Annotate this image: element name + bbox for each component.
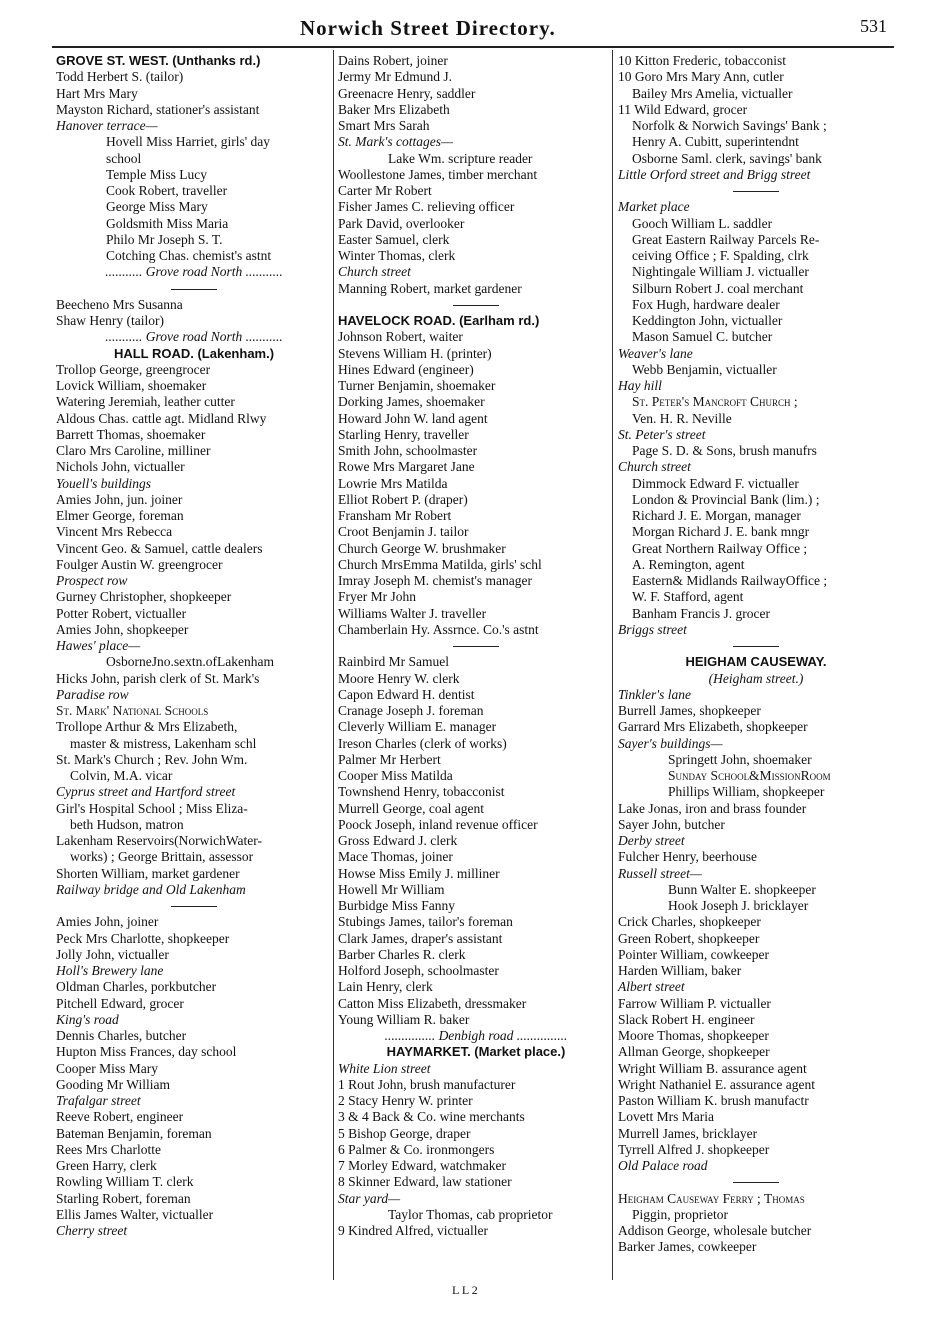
directory-entry: Hook Joseph J. bricklayer — [668, 898, 809, 913]
street-subheading: ........... Grove road North ........... — [105, 329, 283, 345]
directory-entry: OsborneJno.sextn.ofLakenham — [106, 654, 274, 670]
directory-entry: Burbidge Miss Fanny — [338, 898, 456, 913]
directory-entry: Clark James, draper's assistant — [338, 930, 503, 946]
directory-entry: Aldous Chas. cattle agt. Midland Rlwy — [56, 410, 267, 426]
directory-entry: Mayston Richard, stationer's assistant — [56, 101, 260, 117]
directory-entry: Addison George, wholesale butcher — [618, 1223, 812, 1238]
directory-entry: Gooch William L. saddler — [632, 215, 773, 231]
directory-entry: Dennis Charles, butcher — [56, 1028, 187, 1043]
directory-entry: Rowe Mrs Margaret Jane — [338, 459, 475, 475]
directory-entry: Jermy Mr Edmund J. — [338, 69, 452, 85]
street-subheading: Market place — [618, 199, 690, 215]
directory-entry: Garrard Mrs Elizabeth, shopkeeper — [618, 719, 808, 735]
street-heading: HALL ROAD. (Lakenham.) — [113, 345, 275, 361]
column-divider-1 — [333, 50, 334, 1280]
street-subheading: White Lion street — [338, 1060, 431, 1076]
directory-entry: Potter Robert, victualler — [56, 605, 187, 621]
street-subheading: Weaver's lane — [618, 345, 693, 361]
directory-entry: Hicks John, parish clerk of St. Mark's — [56, 670, 260, 686]
street-subheading: Paradise row — [56, 686, 129, 702]
directory-entry: Tyrrell Alfred J. shopkeeper — [618, 1141, 770, 1157]
column-right — [618, 53, 894, 1256]
directory-entry: Vincent Geo. & Samuel, cattle dealers — [56, 540, 263, 556]
directory-entry: Piggin, proprietor — [632, 1206, 728, 1222]
directory-entry: Amies John, shopkeeper — [56, 621, 189, 637]
signature-mark: L L 2 — [452, 1283, 478, 1297]
street-heading: HEIGHAM CAUSEWAY. — [685, 654, 827, 670]
directory-entry: Easter Samuel, clerk — [338, 231, 450, 247]
street-subheading: Star yard— — [338, 1190, 401, 1206]
directory-entry: Rees Mrs Charlotte — [56, 1141, 161, 1157]
directory-entry: Ellis James Walter, victualler — [56, 1206, 214, 1222]
directory-entry: Park David, overlooker — [338, 215, 465, 231]
directory-entry: Trollop George, greengrocer — [56, 361, 211, 377]
directory-entry: Cooper Miss Matilda — [338, 768, 453, 783]
directory-entry: Lake Jonas, iron and brass founder — [618, 800, 807, 816]
directory-entry: Lovett Mrs Maria — [618, 1109, 714, 1125]
directory-entry: Hart Mrs Mary — [56, 85, 138, 101]
directory-entry: St. Mark' National Schools — [56, 703, 209, 718]
directory-entry: A. Remington, agent — [632, 556, 745, 572]
directory-entry: Ireson Charles (clerk of works) — [338, 735, 507, 751]
street-subheading: Sayer's buildings— — [618, 735, 723, 751]
directory-entry: Peck Mrs Charlotte, shopkeeper — [56, 930, 230, 946]
directory-entry: Silburn Robert J. coal merchant — [632, 280, 804, 296]
directory-entry: Allman George, shopkeeper — [618, 1044, 770, 1060]
directory-entry: Church George W. brushmaker — [338, 540, 506, 556]
directory-entry: Sunday School&MissionRoom — [668, 768, 831, 783]
directory-entry: Great Eastern Railway Parcels Re- — [632, 231, 820, 247]
directory-entry: Wright William B. assurance agent — [618, 1060, 807, 1076]
section-separator — [618, 638, 894, 654]
directory-entry: Springett John, shoemaker — [668, 751, 812, 767]
column-middle — [338, 53, 614, 1239]
street-subheading: Railway bridge and Old Lakenham — [56, 881, 246, 897]
directory-entry: Cranage Joseph J. foreman — [338, 703, 484, 718]
directory-entry: works) ; George Brittain, assessor — [70, 849, 254, 865]
directory-entry: Bunn Walter E. shopkeeper — [668, 881, 816, 897]
directory-entry: Fox Hugh, hardware dealer — [632, 296, 780, 312]
street-heading: HAYMARKET. (Market place.) — [386, 1044, 566, 1060]
directory-entry: 1 Rout John, brush manufacturer — [338, 1076, 516, 1092]
directory-entry: Rainbird Mr Samuel — [338, 654, 449, 670]
street-subheading: ........... Grove road North ........... — [105, 264, 283, 280]
street-subheading: Cyprus street and Hartford street — [56, 784, 236, 800]
street-subheading: Derby street — [618, 833, 685, 848]
directory-entry: Lakenham Reservoirs(NorwichWater- — [56, 833, 262, 848]
directory-entry: master & mistress, Lakenham schl — [70, 735, 257, 751]
directory-entry: Claro Mrs Caroline, milliner — [56, 443, 211, 458]
directory-entry: Winter Thomas, clerk — [338, 248, 456, 263]
directory-entry: Fryer Mr John — [338, 589, 416, 605]
directory-entry: Cook Robert, traveller — [106, 183, 228, 198]
directory-entry: Wright Nathaniel E. assurance agent — [618, 1076, 816, 1092]
directory-entry: Dorking James, shoemaker — [338, 394, 485, 410]
directory-entry: Murrell James, bricklayer — [618, 1125, 758, 1141]
street-subheading: Tinkler's lane — [618, 686, 692, 702]
directory-entry: Elliot Robert P. (draper) — [338, 491, 468, 507]
directory-entry: Keddington John, victualler — [632, 313, 783, 328]
directory-entry: 10 Kitton Frederic, tobacconist — [618, 53, 786, 68]
street-subheading: Old Palace road — [618, 1158, 708, 1173]
directory-entry: Holford Joseph, schoolmaster — [338, 963, 499, 978]
directory-entry: Manning Robert, market gardener — [338, 280, 522, 296]
street-subheading: Hawes' place— — [56, 638, 141, 653]
street-subheading: Youell's buildings — [56, 475, 152, 491]
directory-entry: Harden William, baker — [618, 963, 742, 978]
directory-entry: Lovick William, shoemaker — [56, 378, 207, 393]
directory-entry: Paston William K. brush manufactr — [618, 1093, 809, 1108]
directory-entry: Hines Edward (engineer) — [338, 361, 474, 377]
directory-entry: Norfolk & Norwich Savings' Bank ; — [632, 118, 827, 133]
directory-entry: Burrell James, shopkeeper — [618, 703, 761, 718]
directory-entry: Capon Edward H. dentist — [338, 686, 475, 702]
column-left — [56, 53, 332, 1239]
directory-entry: Hovell Miss Harriet, girls' day — [106, 134, 271, 150]
directory-entry: Chamberlain Hy. Assrnce. Co.'s astnt — [338, 621, 539, 637]
directory-entry: Carter Mr Robert — [338, 183, 432, 198]
directory-entry: Barker James, cowkeeper — [618, 1239, 757, 1255]
directory-entry: Webb Benjamin, victualler — [632, 361, 777, 377]
directory-entry: St. Peter's Mancroft Church ; — [632, 394, 798, 410]
directory-entry: Slack Robert H. engineer — [618, 1011, 755, 1027]
directory-entry: 3 & 4 Back & Co. wine merchants — [338, 1109, 525, 1125]
directory-entry: Cotching Chas. chemist's astnt — [106, 248, 272, 263]
directory-entry: St. Mark's Church ; Rev. John Wm. — [56, 751, 248, 767]
directory-entry: Dains Robert, joiner — [338, 53, 448, 68]
directory-entry: Fulcher Henry, beerhouse — [618, 849, 757, 865]
directory-entry: Smith John, schoolmaster — [338, 443, 478, 458]
street-subheading: Albert street — [618, 979, 685, 995]
page-title: Norwich Street Directory. — [300, 16, 556, 40]
street-subheading: Holl's Brewery lane — [56, 963, 164, 978]
directory-entry: Phillips William, shopkeeper — [668, 784, 825, 800]
directory-entry: Great Northern Railway Office ; — [632, 540, 808, 556]
directory-entry: Amies John, jun. joiner — [56, 491, 183, 507]
street-heading: HAVELOCK ROAD. (Earlham rd.) — [338, 313, 540, 328]
directory-entry: Green Robert, shopkeeper — [618, 930, 760, 946]
directory-entry: Pitchell Edward, grocer — [56, 995, 184, 1011]
directory-entry: Murrell George, coal agent — [338, 800, 484, 816]
directory-entry: Starling Henry, traveller — [338, 426, 469, 442]
directory-entry: Oldman Charles, porkbutcher — [56, 979, 217, 995]
directory-entry: Starling Robert, foreman — [56, 1190, 191, 1206]
directory-entry: Elmer George, foreman — [56, 508, 184, 523]
directory-entry: Mason Samuel C. butcher — [632, 329, 773, 345]
directory-entry: Fisher James C. relieving officer — [338, 199, 515, 215]
directory-entry: Croot Benjamin J. tailor — [338, 524, 469, 540]
directory-entry: Colvin, M.A. vicar — [70, 768, 173, 783]
directory-entry: Sayer John, butcher — [618, 816, 725, 832]
directory-entry: Eastern& Midlands RailwayOffice ; — [632, 573, 828, 588]
directory-entry: Beecheno Mrs Susanna — [56, 296, 183, 312]
directory-entry: Foulger Austin W. greengrocer — [56, 556, 223, 572]
street-subheading: King's road — [56, 1011, 119, 1027]
directory-entry: Gurney Christopher, shopkeeper — [56, 589, 232, 605]
directory-entry: Rowling William T. clerk — [56, 1174, 194, 1190]
directory-entry: Shaw Henry (tailor) — [56, 313, 164, 328]
directory-entry: Howell Mr William — [338, 881, 445, 897]
street-subheading: Hanover terrace— — [56, 118, 158, 133]
directory-entry: 11 Wild Edward, grocer — [618, 101, 748, 117]
directory-entry: Bateman Benjamin, foreman — [56, 1125, 212, 1141]
street-subheading: ............... Denbigh road ............... — [384, 1028, 568, 1043]
directory-entry: Goldsmith Miss Maria — [106, 215, 229, 231]
directory-entry: 6 Palmer & Co. ironmongers — [338, 1141, 495, 1157]
directory-entry: Stubings James, tailor's foreman — [338, 914, 513, 930]
directory-entry: Taylor Thomas, cab proprietor — [388, 1206, 553, 1222]
directory-entry: Henry A. Cubitt, superintendnt — [632, 134, 799, 150]
directory-entry: Pointer William, cowkeeper — [618, 946, 770, 962]
directory-entry: Todd Herbert S. (tailor) — [56, 69, 184, 85]
directory-entry: Morgan Richard J. E. bank mngr — [632, 524, 810, 540]
section-separator — [56, 898, 332, 914]
directory-entry: Woollestone James, timber merchant — [338, 166, 538, 182]
street-heading: GROVE ST. WEST. (Unthanks rd.) — [56, 53, 261, 68]
street-subheading: (Heigham street.) — [708, 670, 804, 686]
directory-entry: W. F. Stafford, agent — [632, 589, 744, 605]
directory-entry: Osborne Saml. clerk, savings' bank — [632, 150, 822, 166]
directory-entry: Smart Mrs Sarah — [338, 118, 430, 133]
directory-entry: 5 Bishop George, draper — [338, 1125, 471, 1141]
directory-entry: Watering Jeremiah, leather cutter — [56, 394, 235, 410]
directory-entry: 7 Morley Edward, watchmaker — [338, 1158, 506, 1173]
street-subheading: Trafalgar street — [56, 1093, 141, 1108]
directory-entry: Palmer Mr Herbert — [338, 751, 441, 767]
directory-entry: Green Harry, clerk — [56, 1158, 157, 1173]
directory-entry: 9 Kindred Alfred, victualler — [338, 1223, 488, 1238]
directory-entry: Shorten William, market gardener — [56, 865, 240, 881]
directory-entry: Banham Francis J. grocer — [632, 605, 770, 621]
directory-entry: Stevens William H. (printer) — [338, 345, 492, 361]
directory-entry: Jolly John, victualler — [56, 946, 169, 962]
directory-entry: London & Provincial Bank (lim.) ; — [632, 491, 820, 507]
directory-entry: Moore Henry W. clerk — [338, 670, 460, 686]
directory-entry: George Miss Mary — [106, 199, 208, 215]
directory-entry: Dimmock Edward F. victualler — [632, 475, 799, 491]
section-separator — [338, 638, 614, 654]
directory-entry: Cooper Miss Mary — [56, 1060, 158, 1076]
street-subheading: Briggs street — [618, 621, 687, 637]
directory-entry: Turner Benjamin, shoemaker — [338, 378, 496, 393]
directory-entry: Nightingale William J. victualler — [632, 264, 809, 280]
directory-entry: Philo Mr Joseph S. T. — [106, 231, 223, 247]
header-rule — [52, 46, 894, 48]
directory-entry: Temple Miss Lucy — [106, 166, 208, 182]
directory-entry: Young William R. baker — [338, 1011, 470, 1027]
directory-entry: Vincent Mrs Rebecca — [56, 524, 173, 540]
directory-entry: Fransham Mr Robert — [338, 508, 452, 523]
directory-entry: 2 Stacy Henry W. printer — [338, 1093, 473, 1108]
directory-entry: Cleverly William E. manager — [338, 719, 497, 735]
street-subheading: St. Mark's cottages— — [338, 134, 454, 150]
street-subheading: Prospect row — [56, 573, 128, 588]
directory-entry: Mace Thomas, joiner — [338, 849, 453, 865]
directory-entry: Bailey Mrs Amelia, victualler — [632, 85, 793, 101]
street-subheading: St. Peter's street — [618, 426, 706, 442]
directory-entry: Howard John W. land agent — [338, 410, 488, 426]
street-subheading: Hay hill — [618, 378, 662, 393]
directory-entry: Lake Wm. scripture reader — [388, 150, 533, 166]
directory-entry: 8 Skinner Edward, law stationer — [338, 1174, 512, 1190]
page-number: 531 — [860, 16, 887, 36]
directory-entry: Gross Edward J. clerk — [338, 833, 458, 848]
directory-entry: Barber Charles R. clerk — [338, 946, 466, 962]
directory-entry: Nichols John, victualler — [56, 459, 185, 475]
directory-entry: beth Hudson, matron — [70, 816, 184, 832]
directory-entry: Howse Miss Emily J. milliner — [338, 865, 500, 881]
directory-entry: Hupton Miss Frances, day school — [56, 1044, 237, 1060]
directory-entry: Page S. D. & Sons, brush manufrs — [632, 443, 817, 458]
directory-entry: Ven. H. R. Neville — [632, 410, 732, 426]
directory-entry: Crick Charles, shopkeeper — [618, 914, 761, 930]
directory-entry: Lain Henry, clerk — [338, 979, 433, 995]
directory-entry: Gooding Mr William — [56, 1076, 170, 1092]
directory-entry: Girl's Hospital School ; Miss Eliza- — [56, 800, 248, 816]
street-subheading: Cherry street — [56, 1223, 128, 1238]
directory-entry: Reeve Robert, engineer — [56, 1109, 184, 1125]
directory-entry: Greenacre Henry, saddler — [338, 85, 476, 101]
section-separator — [618, 1174, 894, 1190]
directory-entry: Baker Mrs Elizabeth — [338, 101, 450, 117]
directory-entry: Barrett Thomas, shoemaker — [56, 426, 206, 442]
street-subheading: Church street — [338, 264, 411, 280]
directory-entry: Richard J. E. Morgan, manager — [632, 508, 801, 523]
section-separator — [618, 183, 894, 199]
directory-entry: Church MrsEmma Matilda, girls' schl — [338, 556, 542, 572]
directory-entry: Trollope Arthur & Mrs Elizabeth, — [56, 719, 238, 735]
directory-entry: Amies John, joiner — [56, 914, 159, 930]
directory-entry: ceiving Office ; F. Spalding, clrk — [632, 248, 809, 263]
directory-entry: Moore Thomas, shopkeeper — [618, 1028, 769, 1043]
directory-entry: Farrow William P. victualler — [618, 995, 771, 1011]
directory-entry: Poock Joseph, inland revenue officer — [338, 816, 538, 832]
directory-entry: Imray Joseph M. chemist's manager — [338, 573, 533, 588]
directory-entry: school — [106, 150, 142, 166]
directory-entry: 10 Goro Mrs Mary Ann, cutler — [618, 69, 784, 85]
directory-entry: Williams Walter J. traveller — [338, 605, 487, 621]
street-subheading: Church street — [618, 459, 691, 475]
directory-entry: Catton Miss Elizabeth, dressmaker — [338, 995, 527, 1011]
page-header — [0, 16, 931, 46]
directory-entry: Townshend Henry, tobacconist — [338, 784, 505, 800]
directory-entry: Johnson Robert, waiter — [338, 329, 463, 345]
section-separator — [338, 297, 614, 313]
street-subheading: Russell street— — [618, 865, 702, 881]
section-separator — [56, 281, 332, 297]
directory-entry: Heigham Causeway Ferry ; Thomas — [618, 1190, 805, 1206]
directory-entry: Lowrie Mrs Matilda — [338, 475, 448, 491]
street-subheading: Little Orford street and Brigg street — [618, 166, 811, 182]
